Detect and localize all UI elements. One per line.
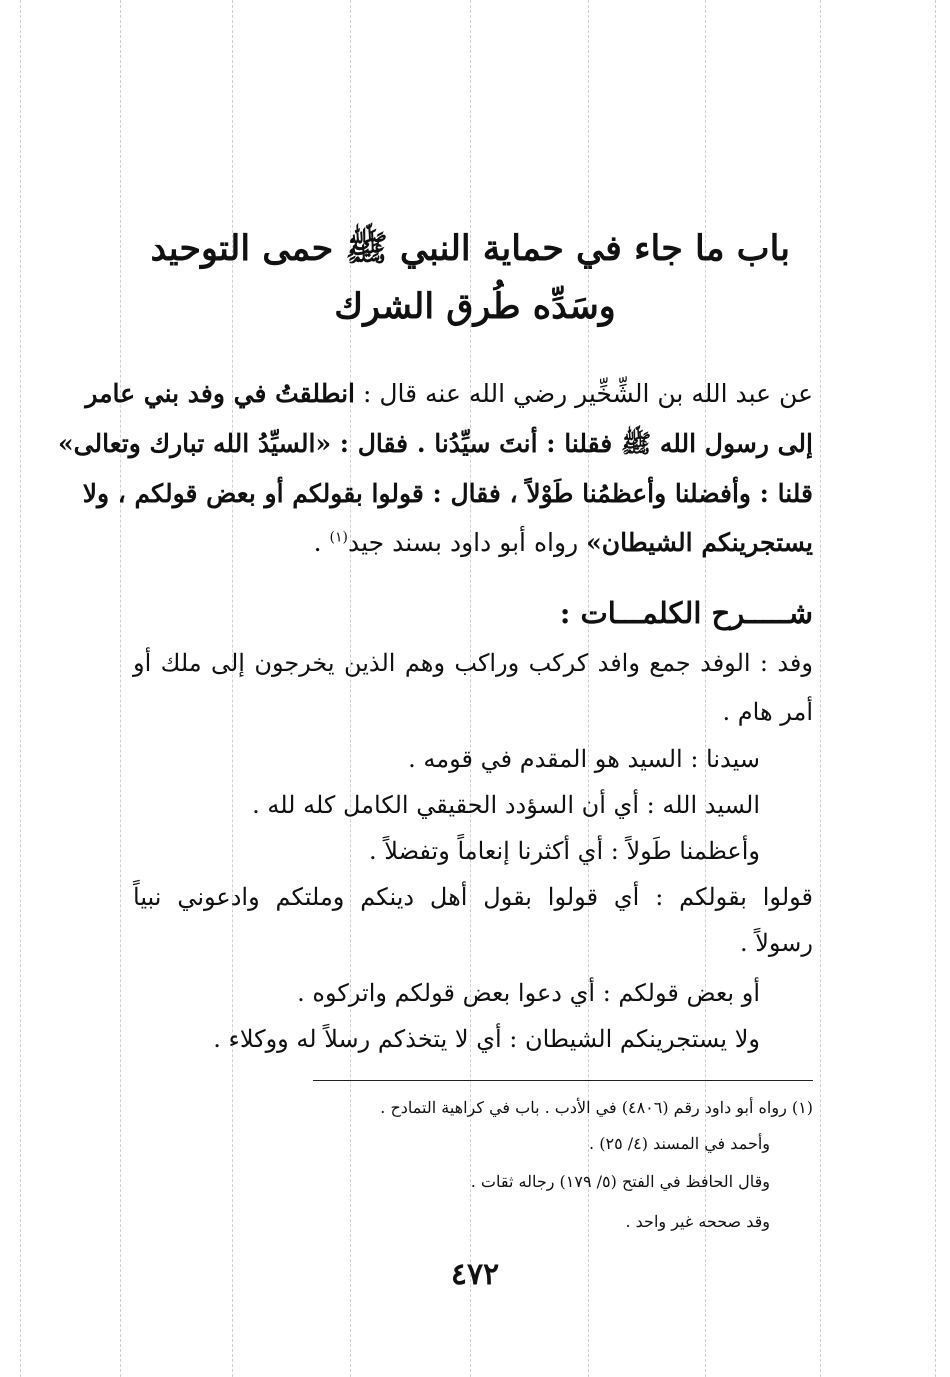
hadith-narrator: عن عبد الله بن الشِّخِّير رضي الله عنه قال : xyxy=(355,379,813,408)
footnote-reference: (١) xyxy=(329,529,349,546)
chapter-title-line-1: باب ما جاء في حماية النبي ﷺ حمى التوحيد xyxy=(150,228,790,269)
hadith-end-mark: . xyxy=(313,528,330,557)
glossary-item: أو بعض قولكم : أي دعوا بعض قولكم واتركوه . xyxy=(297,979,760,1007)
footnote-divider xyxy=(313,1080,813,1081)
hadith-text: انطلقتُ في وفد بني عامر xyxy=(85,379,356,408)
glossary-item: وفد : الوفد جمع وافد كركب وراكب وهم الذين يخرجون إلى ملك أو xyxy=(133,649,813,677)
hadith-text-end: يستجرينكم الشيطان» xyxy=(586,528,813,557)
hadith-source: رواه أبو داود بسند جيد xyxy=(348,528,587,557)
hadith-line-2: إلى رسول الله ﷺ فقلنا : أنتَ سيِّدُنا . فقال : «السيِّدُ الله تبارك وتعالى» xyxy=(58,429,813,458)
glossary-item: أمر هام . xyxy=(722,698,813,726)
glossary-item: قولوا بقولكم : أي قولوا بقول أهل دينكم وملتكم وادعوني نبياً xyxy=(133,883,813,911)
footnote-1-continued: وقد صححه غير واحد . xyxy=(625,1212,770,1231)
footnote-1-continued: وأحمد في المسند (٤/ ٢٥) . xyxy=(589,1134,770,1153)
glossary-item: وأعظمنا طَولاً : أي أكثرنا إنعاماً وتفضلاً . xyxy=(369,837,760,865)
footnote-1-continued: وقال الحافظ في الفتح (٥/ ١٧٩) رجاله ثقات . xyxy=(470,1172,770,1191)
hadith-line-3: قلنا : وأفضلنا وأعظمُنا طَوْلاً ، فقال : قولوا بقولكم أو بعض قولكم ، ولا xyxy=(82,479,813,508)
glossary-heading: شـــــرح الكلمـــات : xyxy=(559,596,813,630)
glossary-item: سيدنا : السيد هو المقدم في قومه . xyxy=(408,745,760,773)
hadith-line-4 xyxy=(133,527,813,558)
glossary-item: ولا يستجرينكم الشيطان : أي لا يتخذكم رسلاً له ووكلاء . xyxy=(213,1025,760,1053)
footnote-1: (١) رواه أبو داود رقم (٤٨٠٦) في الأدب . باب في كراهية التمادح . xyxy=(380,1098,813,1117)
glossary-item: رسولاً . xyxy=(739,929,813,957)
page-number: ٤٧٢ xyxy=(450,1257,500,1292)
glossary-item: السيد الله : أي أن السؤدد الحقيقي الكامل كله لله . xyxy=(252,791,760,819)
hadith-line-1 xyxy=(85,378,813,409)
chapter-title-line-2: وسَدِّه طُرق الشرك xyxy=(334,286,616,327)
